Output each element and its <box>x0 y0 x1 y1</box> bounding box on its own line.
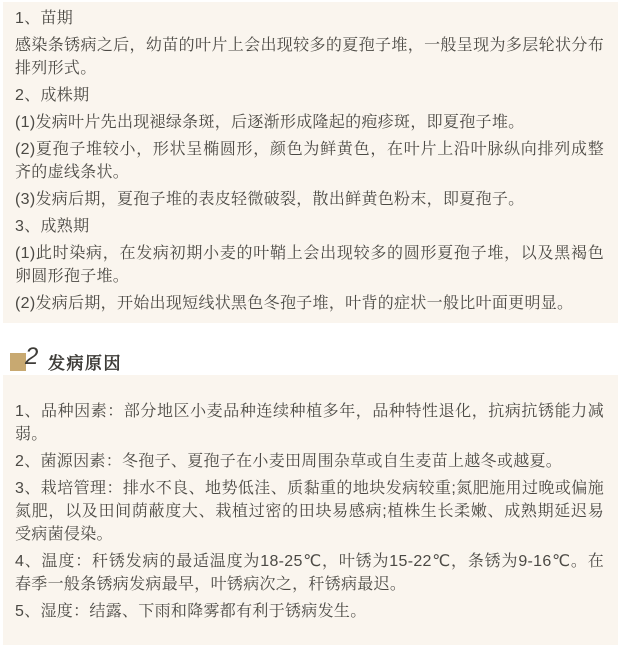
body-paragraph: (1)发病叶片先出现褪绿条斑，后逐渐形成隆起的疱疹斑，即夏孢子堆。 <box>15 114 525 131</box>
section-header <box>10 344 310 376</box>
body-paragraph: (3)发病后期，夏孢子堆的表皮轻微破裂，散出鲜黄色粉末，即夏孢子。 <box>15 191 525 208</box>
body-paragraph: (2)夏孢子堆较小，形状呈椭圆形，颜色为鲜黄色，在叶片上沿叶脉纵向排列成整齐的虚线条状。 <box>15 141 604 181</box>
stage-heading: 2、成株期 <box>15 87 90 104</box>
body-paragraph: (1)此时染病，在发病初期小麦的叶鞘上会出现较多的圆形夏孢子堆，以及黑褐色卵圆形孢子堆。 <box>15 245 604 285</box>
body-paragraph: (2)发病后期，开始出现短线状黑色冬孢子堆，叶背的症状一般比叶面更明显。 <box>15 295 574 312</box>
stage-heading: 3、成熟期 <box>15 218 90 235</box>
body-paragraph: 1、品种因素：部分地区小麦品种连续种植多年，品种特性退化，抗病抗锈能力减弱。 <box>15 403 604 443</box>
section-title: 发病原因 <box>48 354 122 373</box>
body-paragraph: 3、栽培管理：排水不良、地势低洼、质黏重的地块发病较重;氮肥施用过晚或偏施氮肥，以及田间荫蔽度大、栽植过密的田块易感病;植株生长柔嫩、成熟期延迟易受病菌侵染。 <box>15 480 604 543</box>
body-paragraph: 5、湿度：结露、下雨和降雾都有利于锈病发生。 <box>15 603 367 620</box>
body-paragraph: 感染条锈病之后，幼苗的叶片上会出现较多的夏孢子堆，一般呈现为多层轮状分布排列形式。 <box>15 37 604 77</box>
body-paragraph: 2、菌源因素：冬孢子、夏孢子在小麦田周围杂草或自生麦苗上越冬或越夏。 <box>15 453 563 470</box>
section-marker-square <box>10 353 26 371</box>
body-paragraph: 4、温度：秆锈发病的最适温度为18-25℃，叶锈为15-22℃，条锈为9-16℃。在春季一般条锈病发病最早，叶锈病次之，秆锈病最迟。 <box>15 553 604 593</box>
disease-causes-section <box>3 375 618 645</box>
section-number: 2 <box>25 343 39 370</box>
symptom-stages-section <box>3 2 618 323</box>
stage-heading: 1、苗期 <box>15 10 74 27</box>
